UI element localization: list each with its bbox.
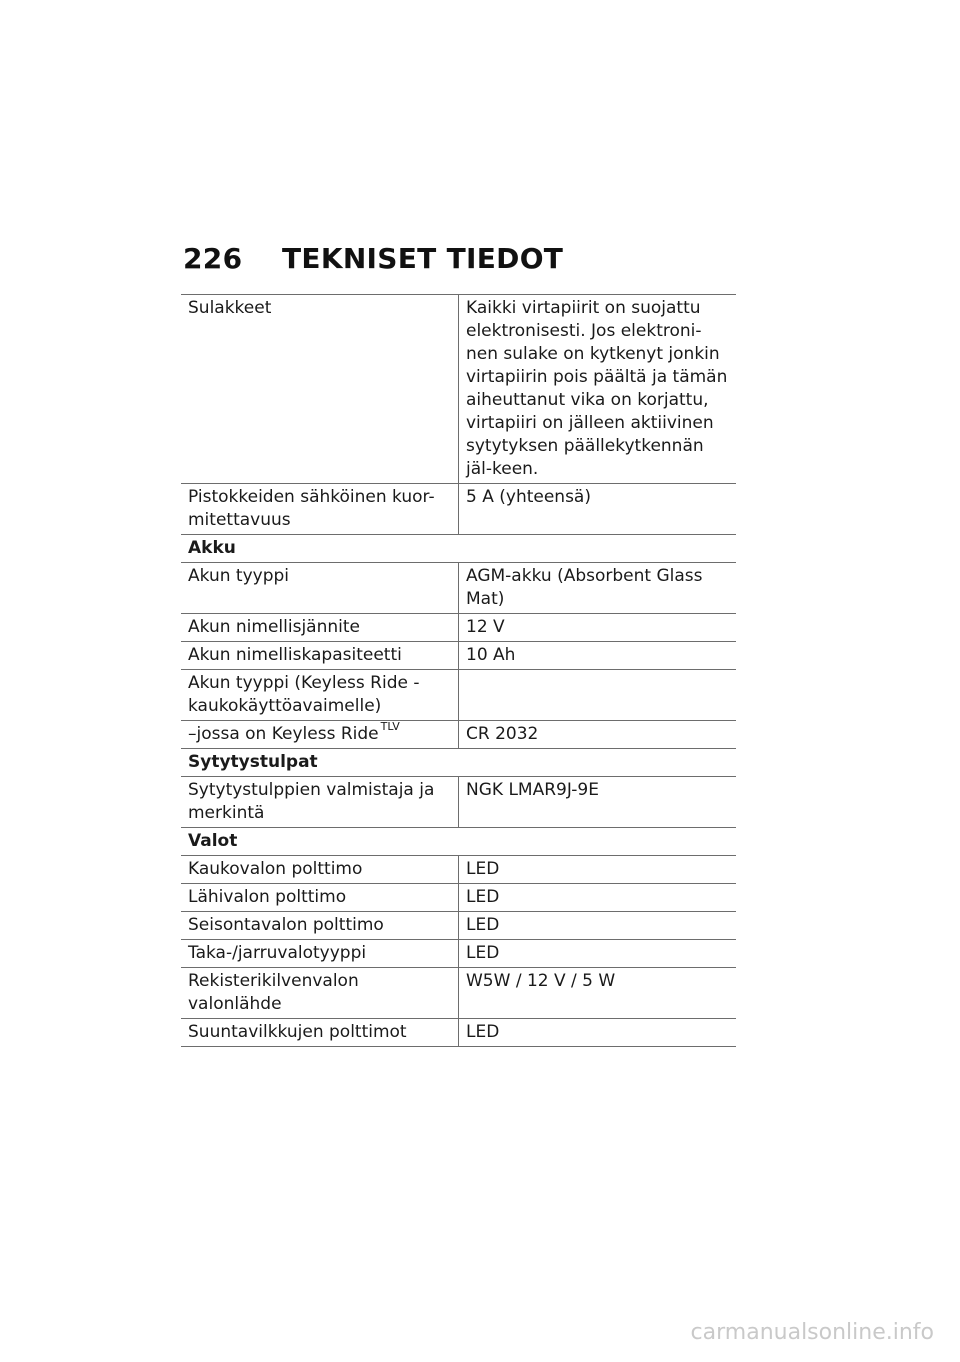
section-heading: Sytytystulpat <box>188 752 318 772</box>
spec-label: Lähivalon polttimo <box>181 884 459 911</box>
spec-label: Sulakkeet <box>181 295 459 483</box>
spec-label: Suuntavilkkujen polttimot <box>181 1019 459 1046</box>
table-row <box>181 968 736 1019</box>
spec-label: Rekisterikilvenvalon valonlähde <box>181 968 459 1018</box>
table-row <box>181 777 736 828</box>
page-header <box>183 242 563 275</box>
spec-value: 5 A (yhteensä) <box>466 487 591 507</box>
table-row <box>181 614 736 642</box>
spec-value: CR 2032 <box>466 724 539 744</box>
watermark: carmanualsonline.info <box>690 1320 934 1345</box>
table-row <box>181 884 736 912</box>
spec-value: NGK LMAR9J-9E <box>466 780 599 800</box>
spec-value: LED <box>466 1022 500 1042</box>
table-row <box>181 563 736 614</box>
spec-label: Akun tyyppi <box>181 563 459 613</box>
spec-label-with-superscript <box>181 721 459 748</box>
table-row <box>181 295 736 484</box>
page-number: 226 <box>183 242 243 275</box>
spec-label: Akun nimelliskapasiteetti <box>181 642 459 669</box>
table-row <box>181 856 736 884</box>
spec-label: Akun tyyppi (Keyless Ride -kaukokäyttöavaimelle) <box>181 670 459 720</box>
spec-label: Pistokkeiden sähköinen kuor-mitettavuus <box>181 484 459 534</box>
spec-table <box>181 294 736 1047</box>
spec-label: Taka-/jarruvalotyyppi <box>181 940 459 967</box>
spec-value: LED <box>466 887 500 907</box>
table-row <box>181 1019 736 1047</box>
spec-value: AGM-akku (Absorbent Glass Mat) <box>466 566 703 609</box>
table-row <box>181 670 736 721</box>
page-title: TEKNISET TIEDOT <box>282 242 564 275</box>
spec-value: Kaikki virtapiirit on suojattu elektronisesti. Jos elektroni-nen sulake on kytkenyt jonkin virtapiirin pois päältä ja tämän aiheuttanut vika on korjattu, virtapiiri on jälleen aktiivinen sytytyksen päällekytkennän jäl-keen. <box>466 298 728 479</box>
table-row <box>181 484 736 535</box>
section-heading: Akku <box>188 538 236 558</box>
section-heading-row <box>181 828 736 856</box>
spec-label: Sytytystulppien valmistaja ja merkintä <box>181 777 459 827</box>
section-heading-row <box>181 535 736 563</box>
spec-value: LED <box>466 943 500 963</box>
spec-label-superscript: TLV <box>380 720 400 734</box>
spec-value: LED <box>466 859 500 879</box>
spec-value: 12 V <box>466 617 505 637</box>
spec-label: Seisontavalon polttimo <box>181 912 459 939</box>
spec-label: Kaukovalon polttimo <box>181 856 459 883</box>
spec-label-text: –jossa on Keyless Ride <box>188 724 379 744</box>
table-row <box>181 721 736 749</box>
section-heading: Valot <box>188 831 238 851</box>
spec-value <box>459 670 736 720</box>
spec-label: Akun nimellisjännite <box>181 614 459 641</box>
section-heading-row <box>181 749 736 777</box>
table-row <box>181 940 736 968</box>
table-row <box>181 912 736 940</box>
spec-value: 10 Ah <box>466 645 516 665</box>
spec-value: LED <box>466 915 500 935</box>
table-row <box>181 642 736 670</box>
spec-value: W5W / 12 V / 5 W <box>466 971 616 991</box>
